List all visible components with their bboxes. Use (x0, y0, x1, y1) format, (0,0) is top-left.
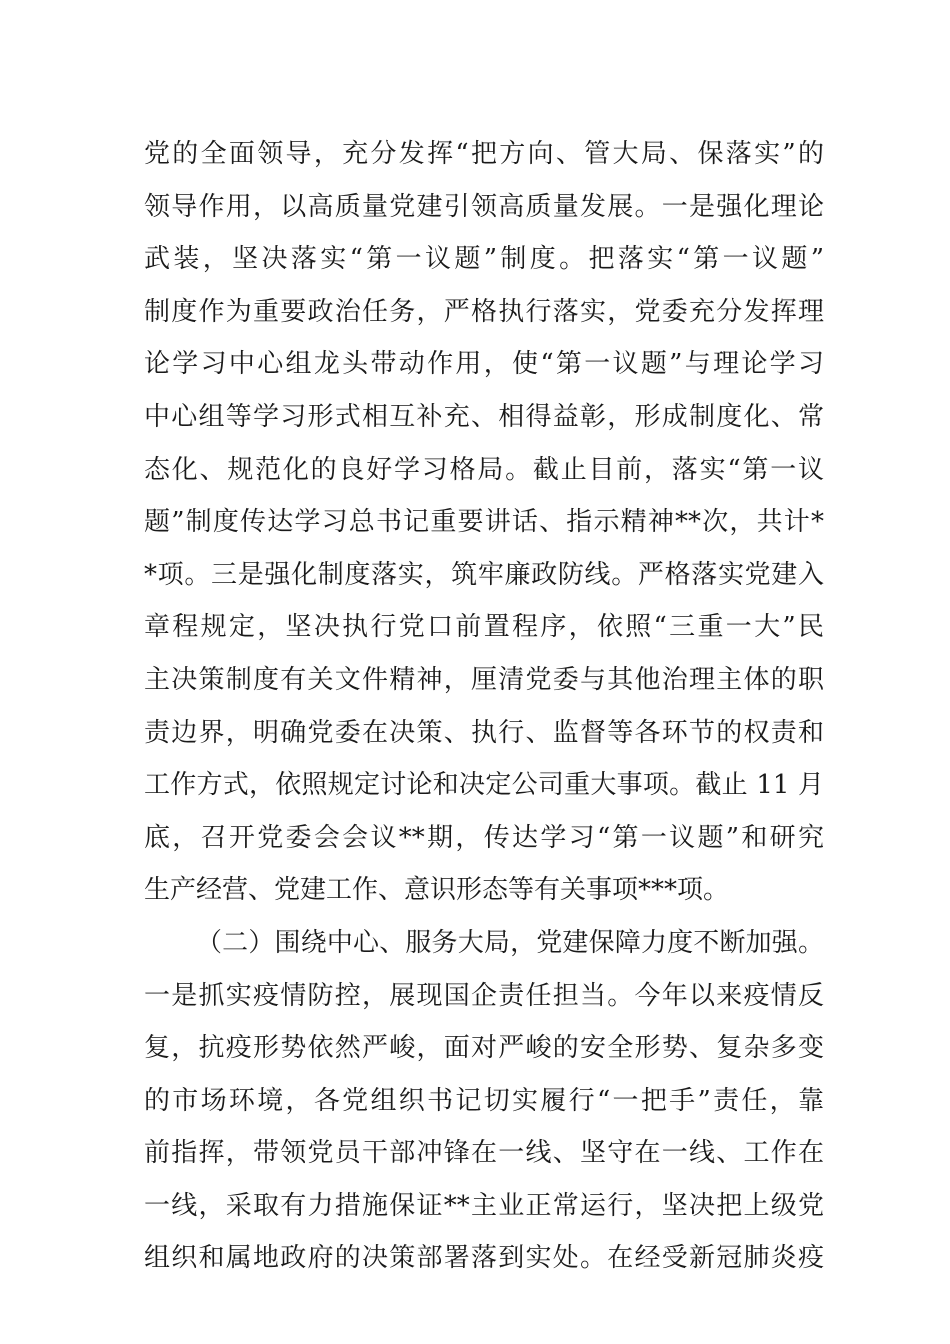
section-heading-line: （二）围绕中心、服务大局，党建保障力度不断加强。 (196, 927, 824, 958)
text-line: 党的全面领导，充分发挥“把方向、管大局、保落实”的 (144, 139, 824, 169)
text-line: 责边界，明确党委在决策、执行、监督等各环节的权责和 (144, 717, 824, 748)
text-line: 制度作为重要政治任务，严格执行落实，党委充分发挥理 (144, 296, 824, 327)
text-line: 论学习中心组龙头带动作用，使“第一议题”与理论学习 (144, 349, 824, 380)
text-line: 态化、规范化的良好学习格局。截止目前，落实“第一议 (144, 454, 824, 485)
text-line: 复，抗疫形势依然严峻，面对严峻的安全形势、复杂多变 (144, 1033, 824, 1064)
text-line: 章程规定，坚决执行党口前置程序，依照“三重一大”民 (144, 612, 824, 643)
text-line: 一是抓实疫情防控，展现国企责任担当。今年以来疫情反 (144, 980, 824, 1011)
text-line: 的市场环境，各党组织书记切实履行“一把手”责任，靠 (144, 1085, 824, 1116)
text-line: 生产经营、党建工作、意识形态等有关事项***项。 (144, 875, 730, 906)
text-line: 主决策制度有关文件精神，厘清党委与其他治理主体的职 (144, 664, 824, 695)
body-text (144, 128, 824, 1285)
text-line: 武装，坚决落实“第一议题”制度。把落实“第一议题” (144, 244, 824, 275)
text-line: 一线，采取有力措施保证**主业正常运行，坚决把上级党 (144, 1190, 824, 1221)
text-line: 题”制度传达学习总书记重要讲话、指示精神**次，共计* (144, 507, 824, 538)
text-line: 底，召开党委会会议**期，传达学习“第一议题”和研究 (144, 822, 824, 853)
text-line: 中心组等学习形式相互补充、相得益彰，形成制度化、常 (144, 401, 824, 432)
text-line: 组织和属地政府的决策部署落到实处。在经受新冠肺炎疫 (144, 1243, 824, 1274)
text-line: *项。三是强化制度落实，筑牢廉政防线。严格落实党建入 (144, 559, 824, 590)
text-line: 工作方式，依照规定讨论和决定公司重大事项。截止 11 月 (144, 770, 824, 801)
text-line: 领导作用，以高质量党建引领高质量发展。一是强化理论 (144, 191, 824, 222)
text-line: 前指挥，带领党员干部冲锋在一线、坚守在一线、工作在 (144, 1138, 824, 1169)
